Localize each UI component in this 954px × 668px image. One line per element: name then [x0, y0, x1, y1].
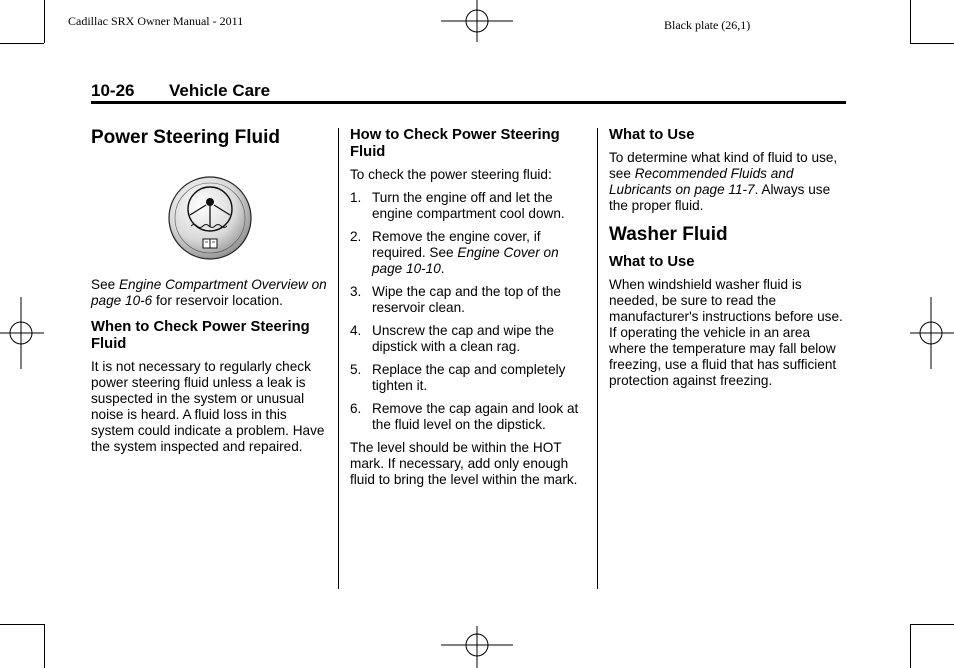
- list-item: 6. Remove the cap again and look at the fluid level on the dipstick.: [350, 401, 579, 432]
- registration-mark-top-icon: [441, 0, 513, 44]
- power-steering-title: Power Steering Fluid: [91, 127, 280, 148]
- plate-label-left: Cadillac SRX Owner Manual - 2011: [68, 14, 244, 28]
- header-rule: [91, 101, 846, 104]
- what-to-use-body: To determine what kind of fluid to use, see Recommended Fluids and Lubricants on page 11-7. Always use the proper fluid.: [609, 150, 838, 213]
- what-to-use-heading: What to Use: [609, 127, 695, 143]
- engine-compartment-link[interactable]: Engine Compartment Overview on page 10-6: [91, 277, 327, 308]
- washer-fluid-body: When windshield washer fluid is needed, be sure to read the manufacturer's instructions before use. If operating the vehicle in an area where the temperature may fall below freezing, use a fluid that has sufficient protection against freezing.: [609, 277, 843, 388]
- page-number: 10-26: [91, 81, 135, 100]
- column-3: [609, 127, 845, 396]
- engine-cover-link[interactable]: Engine Cover on page 10-10: [372, 245, 559, 276]
- list-item: 5. Replace the cap and completely tighten it.: [350, 362, 566, 393]
- see-reference: See Engine Compartment Overview on page 10-6 for reservoir location.: [91, 277, 327, 308]
- level-instructions: The level should be within the HOT mark. If necessary, add only enough fluid to bring the level within the mark.: [350, 440, 578, 487]
- running-header: [91, 81, 270, 101]
- list-item: 3. Wipe the cap and the top of the reservoir clean.: [350, 284, 561, 315]
- washer-fluid-title: Washer Fluid: [609, 224, 728, 245]
- recommended-fluids-link[interactable]: Recommended Fluids and Lubricants on page 11-7: [609, 166, 794, 197]
- washer-what-to-use-heading: What to Use: [609, 254, 695, 270]
- registration-mark-left-icon: [0, 297, 44, 369]
- how-to-check-heading: How to Check Power Steering Fluid: [350, 127, 560, 160]
- check-steps-list: [350, 190, 588, 433]
- registration-mark-bottom-icon: [441, 624, 513, 668]
- column-divider: [597, 128, 598, 589]
- list-item: 1. Turn the engine off and let the engine compartment cool down.: [350, 190, 565, 221]
- column-1: [91, 127, 331, 462]
- power-steering-fluid-icon: [167, 175, 253, 261]
- list-item: 4. Unscrew the cap and wipe the dipstick with a clean rag.: [350, 323, 555, 354]
- when-to-check-body: It is not necessary to regularly check power steering fluid unless a leak is suspected in the system or unusual noise is heard. A fluid loss in this system could indicate a problem. Have the system inspected and repaired.: [91, 359, 325, 454]
- column-2: [350, 127, 588, 495]
- how-to-check-intro: To check the power steering fluid:: [350, 167, 552, 182]
- registration-mark-right-icon: [910, 297, 954, 369]
- when-to-check-heading: When to Check Power Steering Fluid: [91, 319, 310, 352]
- section-title: Vehicle Care: [169, 81, 271, 100]
- plate-label-right: Black plate (26,1): [664, 18, 751, 32]
- list-item: 2. Remove the engine cover, if required. See Engine Cover on page 10-10.: [350, 229, 559, 276]
- column-divider: [338, 128, 339, 589]
